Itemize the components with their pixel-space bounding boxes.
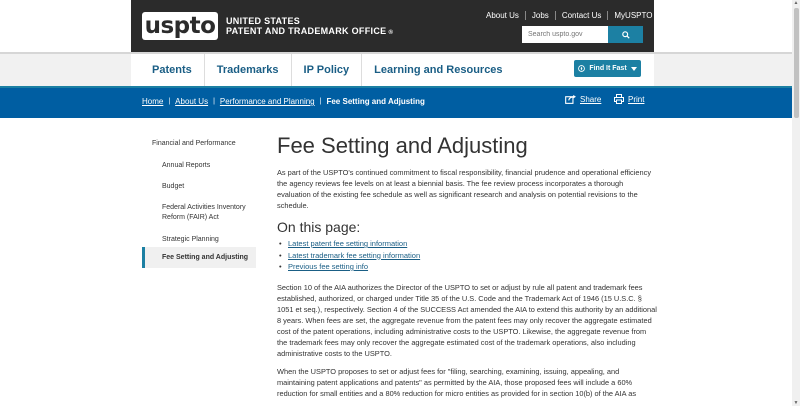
scroll-up-icon[interactable]: ▲ (793, 0, 799, 6)
nav-ip-policy[interactable]: IP Policy (292, 54, 363, 86)
print-icon (614, 94, 624, 104)
main-content (277, 128, 657, 399)
nav-trademarks[interactable]: Trademarks (205, 54, 292, 86)
compass-icon (578, 65, 585, 72)
org-line-2: PATENT AND TRADEMARK OFFICE ® (226, 26, 394, 36)
on-this-page-links (277, 238, 657, 273)
nav-learning-resources[interactable]: Learning and Resources (374, 64, 503, 76)
on-this-page-heading: On this page: (277, 219, 361, 235)
scrollbar-thumb[interactable] (794, 8, 799, 118)
util-link-contact-us[interactable]: Contact Us (556, 11, 609, 20)
breadcrumb-about-us[interactable]: About Us (175, 97, 209, 106)
breadcrumb-home[interactable]: Home (142, 97, 164, 106)
share-button[interactable]: Share (565, 94, 601, 104)
sidebar-item-fair-act[interactable]: Federal Activities Inventory Reform (FAIR) Act (162, 204, 246, 221)
uspto-logo[interactable]: uspto (142, 12, 218, 40)
search-input[interactable] (522, 26, 608, 43)
utility-nav (480, 11, 658, 20)
breadcrumb-separator-icon: | (213, 98, 215, 105)
intro-paragraph: As part of the USPTO's continued commitment to fiscal responsibility, financial prudence and operational efficiency the agency reviews fee levels on at least a biennial basis. The fee review process incorporates a thorough evaluation of the existing fee schedule as well as significant research and analysis on potential revisions to the schedule. (277, 168, 652, 210)
sidebar-item-budget[interactable]: Budget (162, 183, 185, 190)
org-line-1: UNITED STATES (226, 16, 301, 26)
fee-reduction-paragraph: When the USPTO proposes to set or adjust fees for "filing, searching, examining, issuing, appealing, and maintaining patent applications and patents" as permitted by the AIA, those proposed fees will include a 60% reduction for small entities and a 80% reduction for micro entities as provided for in section 10(b) of the AIA as (277, 366, 637, 398)
sidebar-item-annual-reports[interactable]: Annual Reports (162, 162, 211, 169)
sidebar-heading[interactable]: Financial and Performance (152, 140, 236, 147)
breadcrumb-current: Fee Setting and Adjusting (326, 97, 425, 106)
nav-patents[interactable]: Patents (140, 54, 205, 86)
link-latest-trademark-fee[interactable]: • Latest trademark fee setting information (277, 250, 657, 262)
main-nav (140, 54, 515, 86)
link-previous-fee-setting[interactable]: • Previous fee setting info (277, 261, 657, 273)
section-10-paragraph: Section 10 of the AIA authorizes the Director of the USPTO to set or adjust by rule all patent and trademark fees established, authorized, or charged under Title 35 of the U.S. Code and the Trademark Act of 1946 (15 U.S.C. § 1051 et seq.), respectively. Section 4 of the SUCCESS Act amended the AIA to extend this authority by an additional 8 years. When fees are set, the aggregate revenue from the patent fees may only recover the aggregate estimated cost of the patent operations, including administrative costs to the USPTO. Likewise, the aggregate revenue from the trademark fees may only recover the aggregate estimated cost of the trademark operations, also including administrative costs to the USPTO. (277, 282, 657, 358)
org-name (226, 16, 393, 38)
util-link-about-us[interactable]: About Us (480, 11, 526, 20)
search-form (522, 26, 643, 43)
sidebar-nav (142, 130, 256, 268)
breadcrumb-separator-icon: | (319, 98, 322, 105)
breadcrumb-performance-planning[interactable]: Performance and Planning (219, 97, 315, 106)
page-title: Fee Setting and Adjusting (277, 133, 528, 158)
breadcrumb-separator-icon: | (168, 98, 171, 105)
caret-down-icon (631, 67, 637, 71)
search-button[interactable] (608, 26, 643, 43)
sidebar-item-strategic-planning[interactable]: Strategic Planning (162, 236, 219, 243)
breadcrumb (142, 97, 425, 106)
share-icon (565, 94, 576, 104)
scroll-down-icon[interactable]: ▼ (793, 400, 799, 406)
find-it-fast-button[interactable]: Find It Fast (574, 60, 641, 77)
sidebar-item-fee-setting[interactable]: Fee Setting and Adjusting (142, 247, 256, 268)
search-icon (622, 31, 630, 39)
util-link-myuspto[interactable]: MyUSPTO (614, 11, 653, 20)
util-link-jobs[interactable]: Jobs (526, 11, 556, 20)
registered-icon: ® (388, 30, 394, 36)
link-latest-patent-fee[interactable]: • Latest patent fee setting information (277, 238, 657, 250)
print-button[interactable]: Print (614, 94, 644, 104)
